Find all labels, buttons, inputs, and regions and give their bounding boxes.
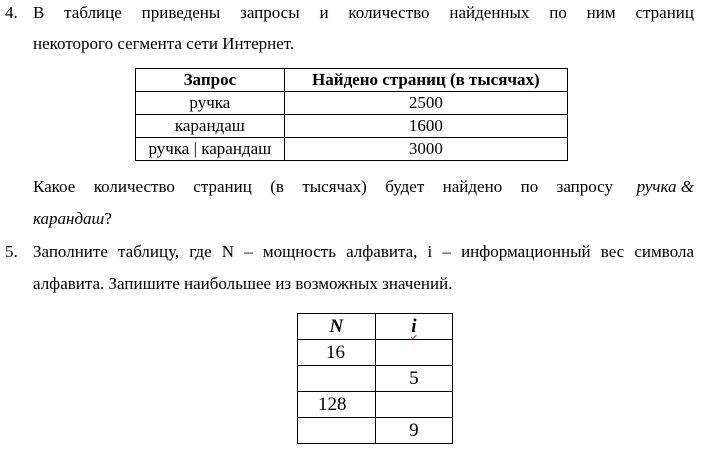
table-header-row bbox=[136, 69, 568, 92]
table-row bbox=[136, 92, 568, 115]
table-row bbox=[298, 366, 453, 392]
column-header-n: N bbox=[298, 314, 376, 340]
task4-text-line2: некоторого сегмента сети Интернет. bbox=[33, 34, 295, 53]
task4-question-query-part2: карандаш bbox=[33, 209, 105, 228]
table-cell-query: карандаш bbox=[136, 115, 285, 138]
task5-table bbox=[297, 313, 453, 444]
table-cell-n bbox=[298, 366, 376, 392]
table-cell-pages: 1600 bbox=[284, 115, 567, 138]
table-cell-i: 9 bbox=[375, 418, 452, 444]
task4-question-line2 bbox=[33, 209, 112, 229]
task4-table bbox=[135, 68, 568, 161]
task4-question-end: ? bbox=[104, 209, 112, 228]
column-header-pages: Найдено страниц (в тысячах) bbox=[284, 69, 567, 92]
column-header-i bbox=[375, 314, 452, 340]
table-cell-query: ручка bbox=[136, 92, 285, 115]
task4-question-text: Какое количество страниц (в тысячах) будет найдено по запросу bbox=[33, 177, 613, 196]
table-cell-i bbox=[375, 340, 452, 366]
table-row bbox=[298, 418, 453, 444]
task5-number: 5. bbox=[5, 242, 18, 261]
table-cell-n bbox=[298, 418, 376, 444]
table-row bbox=[298, 392, 453, 418]
table-cell-pages: 3000 bbox=[284, 138, 567, 161]
task5-text-line1: Заполните таблицу, где N – мощность алфавита, i – информационный вес символа bbox=[33, 242, 694, 261]
task4-number: 4. bbox=[5, 3, 18, 22]
task5-text-line2: алфавита. Запишите наибольшее из возможных значений. bbox=[33, 274, 453, 293]
table-cell-n: 128 bbox=[298, 392, 376, 418]
table-row bbox=[298, 340, 453, 366]
column-header-query: Запрос bbox=[136, 69, 285, 92]
task4-text-line1: В таблице приведены запросы и количество найденных по ним страниц bbox=[33, 3, 694, 22]
table-cell-i: 5 bbox=[375, 366, 452, 392]
column-header-i-text: i bbox=[411, 315, 417, 337]
table-cell-query: ручка | карандаш bbox=[136, 138, 285, 161]
task4-question-line1 bbox=[33, 177, 694, 197]
task4-question-query-part1: ручка & bbox=[636, 177, 694, 196]
table-cell-n: 16 bbox=[298, 340, 376, 366]
table-cell-i bbox=[375, 392, 452, 418]
table-row bbox=[136, 115, 568, 138]
table-row bbox=[136, 138, 568, 161]
table-header-row bbox=[298, 314, 453, 340]
table-cell-pages: 2500 bbox=[284, 92, 567, 115]
